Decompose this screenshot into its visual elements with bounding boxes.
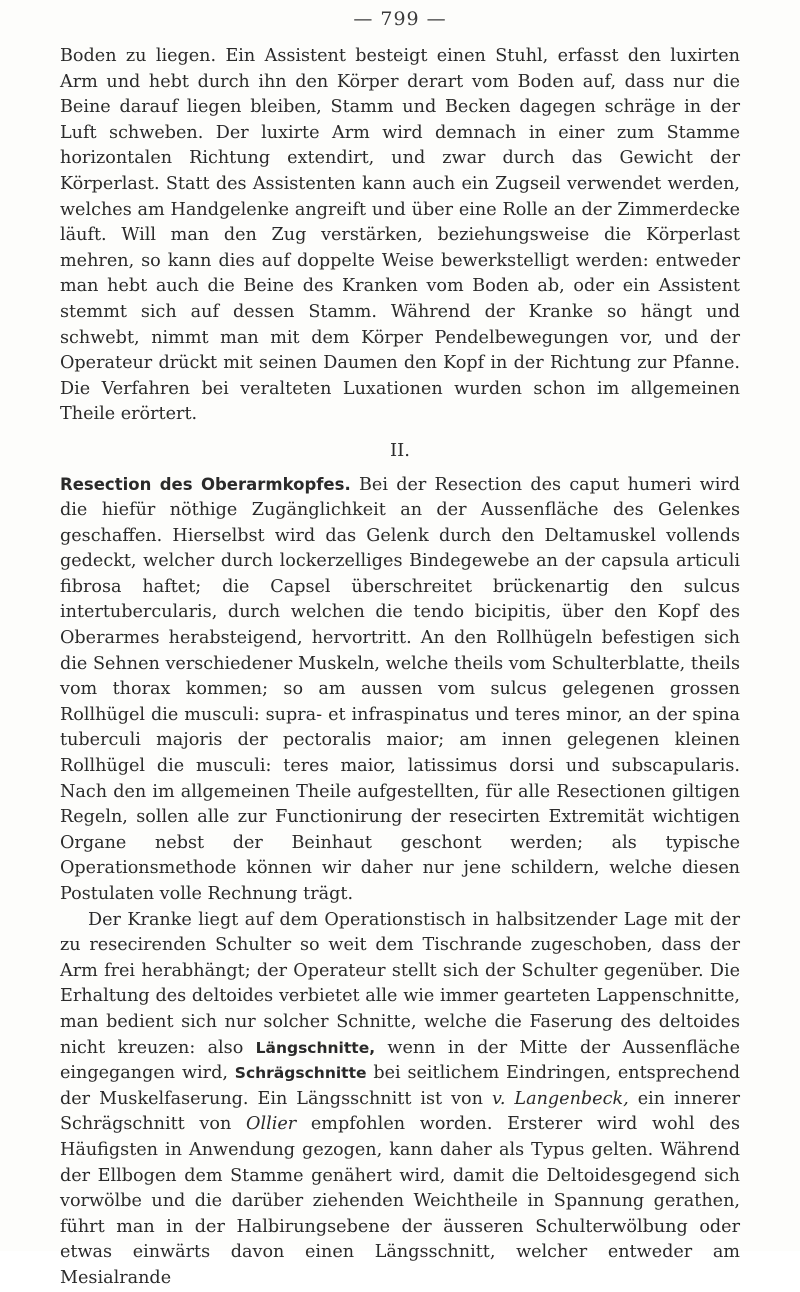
section-heading: Resection des Oberarmkopfes. bbox=[60, 474, 351, 494]
text-run: empfohlen worden. Ersterer wird wohl des Häufigsten in Anwendung gezogen, kann daher als Typus gelten. Während der Ellbogen dem Stamme genähert wird, damit die Deltoidesgegend sich vorwölbe und die darüber ziehenden Weichtheile in Spannung gerathen, führt man in der Halbirungsebene der äusseren Schulterwölbung oder etwas einwärts davon einen Längsschnitt, welcher entweder am Mesialrande bbox=[60, 1114, 740, 1288]
section-number: II. bbox=[390, 439, 410, 461]
author-langenbeck: v. Langenbeck, bbox=[491, 1088, 629, 1109]
text-run: bei seitlichem Eindringen, entsprechend der Muskelfaserung. Ein Längsschnitt ist von bbox=[60, 1063, 740, 1109]
paragraph-luxation-reduction: Boden zu liegen. Ein Assistent besteigt einen Stuhl, erfasst den luxirten Arm und hebt durch ihn den Körper derart vom Boden auf, dass nur die Beine darauf liegen bleiben, Stamm und Becken dagegen schräge in der Luft schweben. Der luxirte Arm wird demnach in einer zum Stamme horizontalen Richtung extendirt, und zwar durch das Gewicht der Körperlast. Statt des Assistenten kann auch ein Zugseil verwendet werden, welches am Handgelenke angreift und über eine Rolle an der Zimmerdecke läuft. Will man den Zug verstärken, beziehungsweise die Körperlast mehren, so kann dies auf doppelte Weise bewerkstelligt werden: entweder man hebt auch die Beine des Kranken vom Boden ab, oder ein Assistent stemmt sich auf dessen Stamm. Während der Kranke so hängt und schwebt, nimmt man mit dem Körper Pendelbewegungen vor, und der Operateur drückt mit seinen Daumen den Kopf in der Richtung zur Pfanne. Die Verfahren bei veralteten Luxationen wurden schon im allgemeinen Theile erörtert. bbox=[60, 46, 740, 425]
paragraph-operation-technique bbox=[60, 908, 740, 1292]
body-text bbox=[60, 44, 740, 1292]
term-schraegschnitte: Schrägschnitte bbox=[234, 1064, 367, 1083]
paragraph-resection-intro bbox=[60, 472, 740, 908]
text-run: ein innerer Schrägschnitt von bbox=[60, 1088, 740, 1135]
page-number: — 799 — bbox=[353, 8, 447, 30]
term-laengsschnitte: Längschnitte, bbox=[255, 1038, 376, 1057]
text-run: Der Kranke liegt auf dem Operationstisch in halbsitzender Lage mit der zu resecirenden Schulter so weit dem Tischrande zugeschoben, dass der Arm frei herabhängt; der Operateur stellt sich der Schulter gegenüber. Die Erhaltung des deltoides verbietet alle wie immer gearteten Lappenschnitte, man bedient sich nur solcher Schnitte, welche die Faserung des deltoides nicht kreuzen: also bbox=[60, 909, 740, 1058]
author-ollier: Ollier bbox=[246, 1114, 297, 1135]
paragraph-resection-text: Bei der Resection des caput humeri wird die hiefür nöthige Zugänglichkeit an der Aussenfläche des Gelenkes geschaffen. Hierselbst wird das Gelenk durch den Deltamuskel vollends gedeckt, welcher durch lockerzelliges Bindegewebe an der capsula articuli fibrosa haftet; die Capsel überschreitet brückenartig den sulcus intertubercularis, durch welchen die tendo bicipitis, über den Kopf des Oberarmes herabsteigend, hervortritt. An den Rollhügeln befestigen sich die Sehnen verschiedener Muskeln, welche theils vom Schulterblatte, theils vom thorax kommen; so am aussen vom sulcus gelegenen grossen Rollhügel die musculi: supra- et infraspinatus und teres minor, an der spina tuberculi majoris der pectoralis maior; am innen gelegenen kleinen Rollhügel die musculi: teres maior, latissimus dorsi und subscapularis. Nach den im allgemeinen Theile aufgestellten, für alle Resectionen giltigen Regeln, sollen alle zur Functionirung der resecirten Extremität wichtigen Organe nebst der Beinhaut geschont werden; als typische Operationsmethode können wir daher nur jene schildern, welche diesen Postulaten volle Rechnung trägt. bbox=[60, 474, 740, 904]
text-run: wenn in der Mitte der Aussenfläche eingegangen wird, bbox=[60, 1037, 741, 1084]
